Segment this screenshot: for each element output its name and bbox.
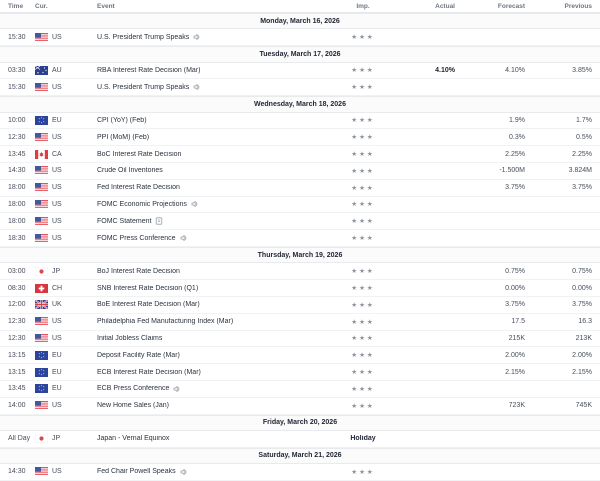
importance-stars: ★★★ [351,268,375,276]
event-currency [35,401,97,410]
currency-code: US [52,318,62,326]
event-forecast: 0.3% [509,133,525,141]
flag-jp-icon [35,434,48,443]
event-currency [35,133,97,142]
event-currency [35,467,97,476]
event-time: 18:30 [8,234,26,242]
event-name[interactable]: CPI (YoY) (Feb) [97,116,147,124]
event-row[interactable] [0,29,600,46]
event-forecast: 3.75% [505,301,525,309]
event-name[interactable]: BoJ Interest Rate Decision [97,267,180,275]
currency-code: US [52,200,62,208]
event-previous: 213K [575,334,592,342]
event-time: 12:30 [8,133,26,141]
currency-code: US [52,33,62,41]
event-time: 14:30 [8,468,26,476]
importance-stars: ★★★ [351,67,375,75]
event-importance [343,66,383,74]
flag-jp-icon [35,267,48,276]
event-time: 14:00 [8,402,26,410]
event-previous: 0.00% [572,284,592,292]
event-forecast: 4.10% [505,66,525,74]
event-currency [35,166,97,175]
flag-us-icon [35,234,48,243]
event-previous: 2.00% [572,351,592,359]
event-forecast: 0.00% [505,284,525,292]
event-row[interactable] [0,180,600,197]
flag-us-icon [35,317,48,326]
event-name[interactable]: ECB Interest Rate Decision (Mar) [97,368,201,376]
speaker-icon[interactable] [173,385,181,393]
col-header-currency: Cur. [35,2,48,10]
speaker-icon[interactable] [180,234,188,242]
calendar-header-row [0,0,600,13]
event-forecast: 0.75% [505,267,525,275]
event-previous: 2.15% [572,368,592,376]
event-importance [343,83,383,91]
currency-code: US [52,83,62,91]
event-name[interactable]: SNB Interest Rate Decision (Q1) [97,284,199,292]
col-header-forecast: Forecast [497,2,525,10]
currency-code: AU [52,66,62,74]
event-forecast: 2.15% [505,368,525,376]
flag-us-icon [35,133,48,142]
flag-us-icon [35,166,48,175]
event-row[interactable] [0,213,600,230]
importance-stars: ★★★ [351,167,375,175]
event-row[interactable] [0,163,600,180]
importance-stars: ★★★ [351,318,375,326]
importance-stars: ★★★ [351,235,375,243]
event-currency [35,200,97,209]
flag-us-icon [35,83,48,92]
event-name[interactable]: New Home Sales (Jan) [97,402,169,410]
event-importance [343,234,383,242]
event-previous: 2.25% [572,150,592,158]
event-currency [35,150,97,159]
flag-us-icon [35,217,48,226]
event-importance [343,334,383,342]
event-forecast: 2.00% [505,351,525,359]
event-row[interactable] [0,79,600,96]
event-importance [343,184,383,192]
holiday-badge: Holiday [350,435,376,443]
currency-code: EU [52,351,62,359]
flag-us-icon [35,183,48,192]
event-currency [35,368,97,377]
currency-code: EU [52,368,62,376]
event-importance [343,385,383,393]
event-time: All Day [8,435,31,443]
event-row[interactable] [0,297,600,314]
event-currency [35,267,97,276]
event-row[interactable] [0,129,600,146]
document-icon [155,217,163,225]
importance-stars: ★★★ [351,301,375,309]
flag-eu-icon [35,384,48,393]
event-name[interactable]: Initial Jobless Claims [97,334,163,342]
event-importance [343,150,383,158]
col-header-event: Event [97,2,115,10]
event-currency [35,300,97,309]
flag-us-icon [35,467,48,476]
event-time: 13:15 [8,351,26,359]
event-time: 03:30 [8,66,26,74]
event-row[interactable] [0,146,600,163]
event-importance [343,284,383,292]
event-time: 10:00 [8,116,26,124]
event-time: 12:30 [8,334,26,342]
event-row[interactable] [0,381,600,398]
day-header: Tuesday, March 17, 2026 [0,46,600,62]
importance-stars: ★★★ [351,201,375,209]
event-currency [35,116,97,125]
event-forecast: 17.5 [511,318,525,326]
currency-code: EU [52,116,62,124]
importance-stars: ★★★ [351,285,375,293]
importance-stars: ★★★ [351,117,375,125]
event-currency [35,217,97,226]
event-name[interactable]: Japan - Vernal Equinox [97,435,170,443]
event-currency [35,234,97,243]
speaker-icon[interactable] [180,468,188,476]
flag-au-icon [35,66,48,75]
event-currency [35,317,97,326]
flag-us-icon [35,200,48,209]
event-importance [343,318,383,326]
event-previous: 0.75% [572,267,592,275]
event-row[interactable] [0,464,600,481]
event-name[interactable]: FOMC Statement [97,217,152,225]
event-name[interactable]: Crude Oil Inventories [97,167,163,175]
event-importance [343,368,383,376]
event-importance [343,217,383,225]
event-row[interactable] [0,113,600,130]
importance-stars: ★★★ [351,134,375,142]
event-currency [35,384,97,393]
currency-code: US [52,133,62,141]
currency-code: US [52,334,62,342]
event-currency [35,33,97,42]
event-currency [35,284,97,293]
event-name[interactable]: BoE Interest Rate Decision (Mar) [97,301,200,309]
event-row[interactable] [0,314,600,331]
event-row[interactable] [0,398,600,415]
currency-code: JP [52,267,61,275]
event-currency [35,183,97,192]
event-name[interactable]: FOMC Press Conference [97,234,176,242]
event-time: 12:30 [8,318,26,326]
event-currency [35,351,97,360]
flag-uk-icon [35,300,48,309]
event-previous: 3.75% [572,301,592,309]
event-currency [35,66,97,75]
event-previous: 3.75% [572,184,592,192]
flag-ca-icon [35,150,48,159]
importance-stars: ★★★ [351,402,375,410]
currency-code: JP [52,435,61,443]
speaker-icon[interactable] [193,83,201,91]
event-name[interactable]: PPI (MoM) (Feb) [97,133,150,141]
event-row[interactable] [0,197,600,214]
event-name[interactable]: RBA Interest Rate Decision (Mar) [97,66,201,74]
flag-us-icon [35,33,48,42]
importance-stars: ★★★ [351,468,375,476]
event-name[interactable]: Philadelphia Fed Manufacturing Index (Mar) [97,318,234,326]
event-row[interactable] [0,331,600,348]
importance-stars: ★★★ [351,352,375,360]
event-time: 18:00 [8,184,26,192]
flag-ch-icon [35,284,48,293]
event-time: 13:45 [8,385,26,393]
event-forecast: 3.75% [505,184,525,192]
currency-code: CH [52,284,63,292]
event-importance [343,267,383,275]
currency-code: UK [52,301,62,309]
event-importance [343,301,383,309]
event-importance [343,200,383,208]
event-importance [343,167,383,175]
importance-stars: ★★★ [351,218,375,226]
flag-eu-icon [35,351,48,360]
event-importance [343,116,383,124]
event-previous: 3.824M [568,167,592,175]
event-forecast: 1.9% [509,116,525,124]
event-importance [343,33,383,41]
event-forecast: 2.25% [505,150,525,158]
event-row[interactable] [0,263,600,280]
event-time: 14:30 [8,167,26,175]
event-time: 15:30 [8,33,26,41]
currency-code: US [52,217,62,225]
event-previous: 3.85% [572,66,592,74]
event-row[interactable] [0,280,600,297]
event-importance [343,351,383,359]
event-time: 08:30 [8,284,26,292]
event-row[interactable] [0,63,600,80]
col-header-time: Time [8,2,24,10]
event-time: 13:45 [8,150,26,158]
event-currency [35,434,97,443]
event-previous: 745K [575,402,592,410]
event-importance [343,133,383,141]
currency-code: US [52,184,62,192]
importance-stars: ★★★ [351,385,375,393]
event-time: 13:15 [8,368,26,376]
event-importance [343,468,383,476]
currency-code: CA [52,150,62,158]
calendar-body [0,13,600,481]
speaker-icon[interactable] [193,33,201,41]
importance-stars: ★★★ [351,184,375,192]
event-forecast: 723K [508,402,525,410]
currency-code: US [52,468,62,476]
event-name[interactable]: Deposit Facility Rate (Mar) [97,351,180,359]
importance-stars: ★★★ [351,34,375,42]
currency-code: US [52,167,62,175]
event-forecast: -1.500M [499,167,525,175]
event-name[interactable]: FOMC Economic Projections [97,200,187,208]
importance-stars: ★★★ [351,151,375,159]
event-previous: 16.3 [578,318,592,326]
flag-us-icon [35,334,48,343]
day-header: Monday, March 16, 2026 [0,13,600,29]
event-previous: 0.5% [576,133,592,141]
currency-code: US [52,402,62,410]
event-forecast: 215K [508,334,525,342]
event-time: 12:00 [8,301,26,309]
event-name[interactable]: Fed Chair Powell Speaks [97,468,176,476]
speaker-icon[interactable] [191,200,199,208]
event-importance [343,435,383,442]
event-currency [35,334,97,343]
flag-eu-icon [35,116,48,125]
event-currency [35,83,97,92]
event-row[interactable] [0,347,600,364]
event-importance [343,402,383,410]
day-header: Friday, March 20, 2026 [0,415,600,431]
event-time: 18:00 [8,217,26,225]
flag-eu-icon [35,368,48,377]
event-name[interactable]: BoC Interest Rate Decision [97,150,182,158]
importance-stars: ★★★ [351,335,375,343]
importance-stars: ★★★ [351,369,375,376]
event-time: 15:30 [8,83,26,91]
event-name[interactable]: Fed Interest Rate Decision [97,184,180,192]
col-header-previous: Previous [564,2,592,10]
event-time: 03:00 [8,267,26,275]
day-header: Wednesday, March 18, 2026 [0,96,600,112]
event-time: 18:00 [8,200,26,208]
currency-code: US [52,234,62,242]
currency-code: EU [52,385,62,393]
event-actual: 4.10% [435,66,455,74]
event-row[interactable] [0,230,600,247]
importance-stars: ★★★ [351,84,375,92]
event-previous: 1.7% [576,116,592,124]
event-row[interactable] [0,431,600,448]
event-row[interactable] [0,364,600,381]
event-name[interactable]: ECB Press Conference [97,385,170,393]
col-header-importance: Imp. [356,2,370,10]
flag-us-icon [35,401,48,410]
day-header: Thursday, March 19, 2026 [0,247,600,263]
event-name[interactable]: U.S. President Trump Speaks [97,33,190,41]
event-name[interactable]: U.S. President Trump Speaks [97,83,190,91]
col-header-actual: Actual [435,2,455,10]
day-header: Saturday, March 21, 2026 [0,448,600,464]
